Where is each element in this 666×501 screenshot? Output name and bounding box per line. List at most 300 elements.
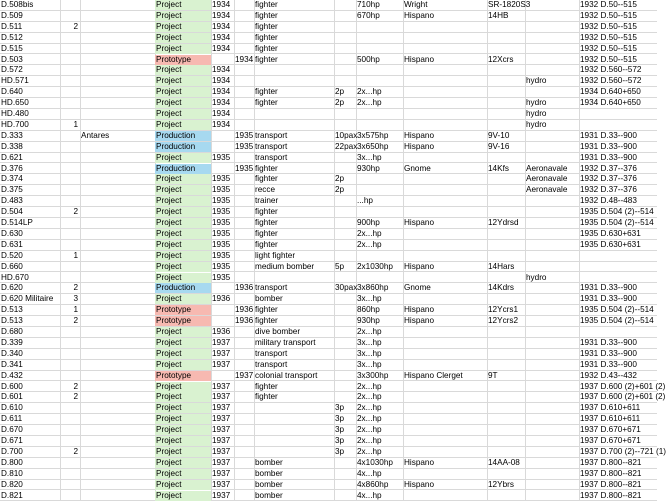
cell-year2[interactable] (234, 174, 254, 184)
cell-note[interactable] (525, 33, 579, 43)
cell-power[interactable]: 2x...hp (356, 414, 403, 424)
cell-qty[interactable]: 2 (60, 447, 80, 457)
cell-nick[interactable] (80, 480, 155, 490)
cell-qty[interactable] (60, 196, 80, 206)
cell-nick[interactable] (80, 491, 155, 501)
cell-maker[interactable] (403, 382, 487, 392)
cell-year2[interactable]: 1936 (234, 316, 254, 326)
cell-nick[interactable]: Antares (80, 131, 155, 141)
cell-maker[interactable] (403, 44, 487, 54)
cell-note[interactable] (525, 196, 579, 206)
cell-ref[interactable]: 1931 D.33--900 (579, 338, 657, 348)
cell-role[interactable] (254, 120, 334, 130)
cell-role[interactable]: medium bomber (254, 262, 334, 272)
cell-power[interactable]: 2x...hp (356, 436, 403, 446)
cell-year2[interactable]: 1935 (234, 142, 254, 152)
cell-maker[interactable] (403, 174, 487, 184)
cell-engine[interactable] (487, 436, 525, 446)
cell-ref[interactable]: 1937 D.700 (2)--721 (1) (579, 447, 657, 457)
cell-role[interactable]: fighter (254, 87, 334, 97)
cell-nick[interactable] (80, 33, 155, 43)
cell-year[interactable]: 1936 (211, 327, 234, 337)
cell-power[interactable]: 2x...hp (356, 392, 403, 402)
cell-power[interactable] (356, 76, 403, 86)
cell-engine[interactable] (487, 294, 525, 304)
cell-year[interactable]: 1937 (211, 436, 234, 446)
cell-maker[interactable] (403, 109, 487, 119)
cell-crew[interactable]: 3p (334, 436, 356, 446)
cell-status[interactable]: Project (155, 425, 211, 435)
cell-year[interactable]: 1937 (211, 458, 234, 468)
cell-year2[interactable] (234, 11, 254, 21)
cell-engine[interactable] (487, 207, 525, 217)
cell-year[interactable]: 1937 (211, 382, 234, 392)
cell-note[interactable] (525, 305, 579, 315)
cell-note[interactable]: hydro (525, 109, 579, 119)
cell-qty[interactable] (60, 98, 80, 108)
cell-role[interactable]: bomber (254, 294, 334, 304)
cell-nick[interactable] (80, 327, 155, 337)
cell-year2[interactable] (234, 403, 254, 413)
cell-ref[interactable]: 1937 D.610+611 (579, 414, 657, 424)
cell-name[interactable]: D.630 (0, 229, 60, 239)
cell-name[interactable]: D.601 (0, 392, 60, 402)
cell-year2[interactable] (234, 207, 254, 217)
cell-role[interactable]: bomber (254, 469, 334, 479)
cell-maker[interactable]: Hispano (403, 316, 487, 326)
cell-role[interactable]: trainer (254, 196, 334, 206)
cell-note[interactable] (525, 338, 579, 348)
cell-qty[interactable]: 2 (60, 392, 80, 402)
cell-name[interactable]: D.338 (0, 142, 60, 152)
cell-note[interactable] (525, 251, 579, 261)
cell-role[interactable] (254, 414, 334, 424)
cell-year2[interactable]: 1936 (234, 283, 254, 293)
cell-note[interactable] (525, 414, 579, 424)
cell-name[interactable]: D.621 (0, 153, 60, 163)
cell-status[interactable]: Project (155, 0, 211, 10)
cell-name[interactable]: D.810 (0, 469, 60, 479)
cell-role[interactable]: bomber (254, 480, 334, 490)
cell-year[interactable]: 1935 (211, 251, 234, 261)
cell-ref[interactable]: 1932 D.43--432 (579, 371, 657, 381)
cell-power[interactable]: 3x575hp (356, 131, 403, 141)
cell-qty[interactable] (60, 11, 80, 21)
cell-status[interactable]: Project (155, 207, 211, 217)
cell-qty[interactable]: 2 (60, 22, 80, 32)
cell-qty[interactable] (60, 55, 80, 65)
cell-maker[interactable] (403, 98, 487, 108)
cell-role[interactable]: transport (254, 283, 334, 293)
cell-year[interactable] (211, 283, 234, 293)
cell-year[interactable]: 1937 (211, 360, 234, 370)
cell-crew[interactable]: 3p (334, 447, 356, 457)
cell-note[interactable] (525, 349, 579, 359)
cell-year[interactable]: 1937 (211, 338, 234, 348)
cell-nick[interactable] (80, 251, 155, 261)
cell-year2[interactable] (234, 185, 254, 195)
cell-engine[interactable] (487, 185, 525, 195)
cell-status[interactable]: Project (155, 262, 211, 272)
cell-qty[interactable] (60, 338, 80, 348)
cell-name[interactable]: D.660 (0, 262, 60, 272)
cell-year[interactable] (211, 131, 234, 141)
cell-nick[interactable] (80, 425, 155, 435)
cell-year2[interactable]: 1934 (234, 55, 254, 65)
cell-nick[interactable] (80, 458, 155, 468)
cell-qty[interactable] (60, 349, 80, 359)
cell-name[interactable]: D.700 (0, 447, 60, 457)
cell-note[interactable] (525, 392, 579, 402)
cell-qty[interactable] (60, 371, 80, 381)
cell-year[interactable]: 1935 (211, 229, 234, 239)
cell-maker[interactable] (403, 469, 487, 479)
cell-engine[interactable] (487, 360, 525, 370)
cell-status[interactable]: Production (155, 164, 211, 174)
cell-engine[interactable]: 9T (487, 371, 525, 381)
cell-maker[interactable] (403, 22, 487, 32)
cell-name[interactable]: D.600 (0, 382, 60, 392)
cell-year[interactable]: 1934 (211, 76, 234, 86)
cell-name[interactable]: D.508bis (0, 0, 60, 10)
cell-year2[interactable] (234, 76, 254, 86)
cell-ref[interactable]: 1937 D.610+611 (579, 403, 657, 413)
cell-year2[interactable] (234, 44, 254, 54)
cell-crew[interactable] (334, 392, 356, 402)
cell-power[interactable]: 860hp (356, 305, 403, 315)
cell-note[interactable] (525, 447, 579, 457)
cell-power[interactable] (356, 185, 403, 195)
cell-role[interactable]: fighter (254, 0, 334, 10)
cell-note[interactable] (525, 469, 579, 479)
cell-status[interactable]: Project (155, 185, 211, 195)
cell-name[interactable]: HD.571 (0, 76, 60, 86)
cell-ref[interactable]: 1935 D.504 (2)--514 (579, 316, 657, 326)
cell-ref[interactable] (579, 273, 657, 283)
cell-qty[interactable] (60, 44, 80, 54)
cell-status[interactable]: Project (155, 33, 211, 43)
cell-power[interactable] (356, 22, 403, 32)
cell-power[interactable]: 2x...hp (356, 229, 403, 239)
cell-nick[interactable] (80, 55, 155, 65)
cell-name[interactable]: D.341 (0, 360, 60, 370)
cell-crew[interactable] (334, 360, 356, 370)
cell-ref[interactable]: 1931 D.33--900 (579, 283, 657, 293)
cell-ref[interactable]: 1931 D.33--900 (579, 153, 657, 163)
cell-role[interactable]: transport (254, 349, 334, 359)
cell-year[interactable]: 1934 (211, 44, 234, 54)
cell-ref[interactable]: 1935 D.504 (2)--514 (579, 305, 657, 315)
cell-role[interactable]: fighter (254, 316, 334, 326)
cell-status[interactable]: Project (155, 327, 211, 337)
cell-role[interactable]: fighter (254, 207, 334, 217)
cell-note[interactable]: hydro (525, 120, 579, 130)
cell-engine[interactable] (487, 229, 525, 239)
cell-engine[interactable] (487, 65, 525, 75)
cell-status[interactable]: Project (155, 240, 211, 250)
cell-name[interactable]: D.520 (0, 251, 60, 261)
cell-maker[interactable] (403, 120, 487, 130)
cell-name[interactable]: D.620 (0, 283, 60, 293)
cell-power[interactable]: 930hp (356, 316, 403, 326)
cell-year[interactable]: 1935 (211, 218, 234, 228)
cell-role[interactable]: fighter (254, 174, 334, 184)
cell-year2[interactable]: 1936 (234, 305, 254, 315)
cell-year[interactable]: 1934 (211, 0, 234, 10)
cell-maker[interactable] (403, 327, 487, 337)
cell-year[interactable]: 1937 (211, 349, 234, 359)
cell-nick[interactable] (80, 382, 155, 392)
cell-year[interactable]: 1937 (211, 480, 234, 490)
cell-year2[interactable] (234, 87, 254, 97)
cell-engine[interactable] (487, 109, 525, 119)
cell-power[interactable]: 670hp (356, 11, 403, 21)
cell-engine[interactable] (487, 240, 525, 250)
cell-maker[interactable] (403, 294, 487, 304)
cell-year[interactable]: 1935 (211, 262, 234, 272)
cell-name[interactable]: D.504 (0, 207, 60, 217)
cell-name[interactable]: D.512 (0, 33, 60, 43)
cell-crew[interactable] (334, 207, 356, 217)
cell-role[interactable]: dive bomber (254, 327, 334, 337)
cell-maker[interactable]: Gnome (403, 164, 487, 174)
cell-power[interactable]: 3x...hp (356, 360, 403, 370)
cell-ref[interactable] (579, 327, 657, 337)
cell-status[interactable]: Project (155, 480, 211, 490)
cell-year[interactable]: 1935 (211, 207, 234, 217)
cell-name[interactable]: D.572 (0, 65, 60, 75)
cell-status[interactable]: Project (155, 11, 211, 21)
cell-year[interactable]: 1936 (211, 294, 234, 304)
cell-year[interactable]: 1935 (211, 196, 234, 206)
cell-year2[interactable] (234, 294, 254, 304)
cell-year2[interactable] (234, 392, 254, 402)
cell-nick[interactable] (80, 218, 155, 228)
cell-qty[interactable] (60, 185, 80, 195)
cell-year[interactable]: 1937 (211, 414, 234, 424)
cell-name[interactable]: D.513 (0, 305, 60, 315)
cell-qty[interactable] (60, 131, 80, 141)
cell-year2[interactable] (234, 98, 254, 108)
cell-ref[interactable]: 1931 D.33--900 (579, 349, 657, 359)
cell-qty[interactable]: 3 (60, 294, 80, 304)
cell-nick[interactable] (80, 349, 155, 359)
cell-status[interactable]: Project (155, 491, 211, 501)
cell-note[interactable] (525, 327, 579, 337)
cell-status[interactable]: Project (155, 251, 211, 261)
cell-year2[interactable] (234, 480, 254, 490)
cell-name[interactable]: D.620 Militaire (0, 294, 60, 304)
cell-year2[interactable] (234, 262, 254, 272)
cell-crew[interactable]: 5p (334, 262, 356, 272)
cell-maker[interactable] (403, 76, 487, 86)
cell-ref[interactable]: 1937 D.800--821 (579, 491, 657, 501)
cell-qty[interactable] (60, 218, 80, 228)
cell-ref[interactable]: 1932 D.50--515 (579, 11, 657, 21)
cell-name[interactable]: D.374 (0, 174, 60, 184)
cell-name[interactable]: D.376 (0, 164, 60, 174)
cell-engine[interactable] (487, 414, 525, 424)
cell-engine[interactable] (487, 349, 525, 359)
cell-status[interactable]: Project (155, 76, 211, 86)
cell-ref[interactable]: 1934 D.640+650 (579, 87, 657, 97)
cell-note[interactable] (525, 0, 579, 10)
cell-nick[interactable] (80, 436, 155, 446)
cell-status[interactable]: Project (155, 87, 211, 97)
cell-power[interactable]: 900hp (356, 218, 403, 228)
cell-note[interactable] (525, 44, 579, 54)
cell-engine[interactable] (487, 327, 525, 337)
cell-nick[interactable] (80, 153, 155, 163)
cell-status[interactable]: Project (155, 98, 211, 108)
cell-name[interactable]: D.514LP (0, 218, 60, 228)
cell-crew[interactable] (334, 218, 356, 228)
cell-ref[interactable]: 1935 D.504 (2)--514 (579, 218, 657, 228)
cell-year2[interactable] (234, 109, 254, 119)
cell-power[interactable]: 500hp (356, 55, 403, 65)
cell-nick[interactable] (80, 283, 155, 293)
cell-qty[interactable]: 1 (60, 120, 80, 130)
cell-ref[interactable]: 1931 D.33--900 (579, 360, 657, 370)
cell-nick[interactable] (80, 262, 155, 272)
cell-crew[interactable] (334, 55, 356, 65)
cell-engine[interactable] (487, 447, 525, 457)
cell-role[interactable] (254, 436, 334, 446)
cell-qty[interactable] (60, 480, 80, 490)
cell-note[interactable] (525, 491, 579, 501)
cell-status[interactable]: Project (155, 360, 211, 370)
cell-crew[interactable] (334, 294, 356, 304)
cell-role[interactable]: fighter (254, 392, 334, 402)
cell-power[interactable]: 2x...hp (356, 240, 403, 250)
cell-engine[interactable] (487, 98, 525, 108)
cell-ref[interactable]: 1937 D.800--821 (579, 458, 657, 468)
cell-role[interactable]: fighter (254, 218, 334, 228)
cell-maker[interactable]: Gnome (403, 283, 487, 293)
cell-ref[interactable]: 1932 D.50--515 (579, 55, 657, 65)
cell-name[interactable]: D.611 (0, 414, 60, 424)
cell-nick[interactable] (80, 273, 155, 283)
cell-power[interactable]: 4x...hp (356, 469, 403, 479)
cell-status[interactable]: Project (155, 338, 211, 348)
cell-nick[interactable] (80, 0, 155, 10)
cell-qty[interactable] (60, 33, 80, 43)
cell-maker[interactable] (403, 403, 487, 413)
cell-status[interactable]: Prototype (155, 305, 211, 315)
cell-role[interactable]: fighter (254, 55, 334, 65)
cell-year[interactable]: 1935 (211, 185, 234, 195)
cell-power[interactable] (356, 273, 403, 283)
cell-nick[interactable] (80, 11, 155, 21)
cell-note[interactable]: Aeronavale (525, 164, 579, 174)
cell-qty[interactable] (60, 229, 80, 239)
cell-year[interactable]: 1934 (211, 33, 234, 43)
cell-engine[interactable] (487, 153, 525, 163)
cell-nick[interactable] (80, 360, 155, 370)
cell-role[interactable]: fighter (254, 164, 334, 174)
cell-maker[interactable] (403, 207, 487, 217)
cell-nick[interactable] (80, 22, 155, 32)
cell-note[interactable] (525, 131, 579, 141)
cell-nick[interactable] (80, 392, 155, 402)
cell-ref[interactable] (579, 262, 657, 272)
cell-maker[interactable]: Hispano (403, 142, 487, 152)
cell-qty[interactable]: 2 (60, 283, 80, 293)
cell-year[interactable] (211, 305, 234, 315)
cell-note[interactable] (525, 240, 579, 250)
cell-name[interactable]: HD.670 (0, 273, 60, 283)
cell-note[interactable] (525, 207, 579, 217)
cell-role[interactable]: transport (254, 360, 334, 370)
cell-crew[interactable]: 2p (334, 185, 356, 195)
cell-crew[interactable] (334, 0, 356, 10)
cell-note[interactable] (525, 382, 579, 392)
cell-crew[interactable] (334, 251, 356, 261)
cell-status[interactable]: Project (155, 349, 211, 359)
cell-crew[interactable] (334, 109, 356, 119)
cell-name[interactable]: D.375 (0, 185, 60, 195)
cell-year2[interactable]: 1935 (234, 164, 254, 174)
cell-crew[interactable] (334, 305, 356, 315)
cell-crew[interactable] (334, 349, 356, 359)
cell-ref[interactable]: 1932 D.50--515 (579, 22, 657, 32)
cell-note[interactable] (525, 65, 579, 75)
cell-crew[interactable]: 2p (334, 98, 356, 108)
cell-status[interactable]: Project (155, 273, 211, 283)
cell-year[interactable]: 1935 (211, 153, 234, 163)
cell-engine[interactable]: 12Xcrs (487, 55, 525, 65)
cell-note[interactable]: hydro (525, 76, 579, 86)
cell-note[interactable] (525, 55, 579, 65)
cell-power[interactable]: ...hp (356, 196, 403, 206)
cell-role[interactable]: transport (254, 142, 334, 152)
cell-name[interactable]: D.671 (0, 436, 60, 446)
cell-crew[interactable] (334, 11, 356, 21)
cell-engine[interactable]: 14Kdrs (487, 283, 525, 293)
cell-power[interactable] (356, 207, 403, 217)
cell-year2[interactable] (234, 491, 254, 501)
cell-year2[interactable] (234, 22, 254, 32)
cell-power[interactable]: 2x...hp (356, 425, 403, 435)
cell-nick[interactable] (80, 174, 155, 184)
cell-year[interactable]: 1934 (211, 65, 234, 75)
cell-note[interactable] (525, 262, 579, 272)
cell-power[interactable]: 2x...hp (356, 327, 403, 337)
cell-engine[interactable] (487, 44, 525, 54)
cell-year2[interactable] (234, 458, 254, 468)
cell-crew[interactable] (334, 33, 356, 43)
cell-qty[interactable] (60, 109, 80, 119)
cell-crew[interactable] (334, 22, 356, 32)
cell-maker[interactable] (403, 33, 487, 43)
cell-power[interactable]: 2x...hp (356, 98, 403, 108)
cell-note[interactable] (525, 229, 579, 239)
cell-power[interactable]: 2x...hp (356, 382, 403, 392)
cell-year2[interactable] (234, 65, 254, 75)
cell-note[interactable] (525, 142, 579, 152)
cell-power[interactable] (356, 120, 403, 130)
cell-nick[interactable] (80, 338, 155, 348)
cell-crew[interactable] (334, 316, 356, 326)
cell-crew[interactable] (334, 240, 356, 250)
cell-note[interactable]: hydro (525, 273, 579, 283)
cell-year[interactable]: 1937 (211, 425, 234, 435)
cell-role[interactable]: military transport (254, 338, 334, 348)
cell-crew[interactable] (334, 196, 356, 206)
cell-note[interactable]: Aeronavale (525, 174, 579, 184)
cell-year2[interactable] (234, 218, 254, 228)
cell-engine[interactable] (487, 174, 525, 184)
